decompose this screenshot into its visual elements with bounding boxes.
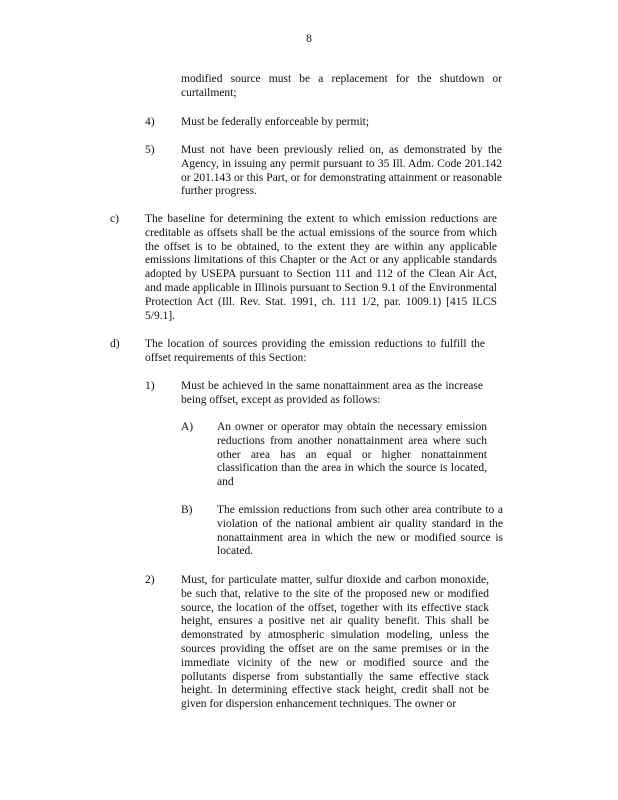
item-4-label: 4) [145, 116, 155, 128]
item-4-text: Must be federally enforceable by permit; [181, 116, 370, 128]
item-d1B-label: B) [181, 504, 193, 516]
page-number: 8 [306, 33, 312, 45]
item-d-label: d) [110, 338, 120, 350]
item-d1A-text: An owner or operator may obtain the necessary emission reductions from another nonattainment area where such other area has an equal or higher nonattainment classification than the area in which the source is located, and [217, 421, 487, 489]
item-5-label: 5) [145, 144, 155, 156]
continuation-text: modified source must be a replacement for the shutdown or curtailment; [181, 73, 502, 99]
item-d2-text: Must, for particulate matter, sulfur dioxide and carbon monoxide, be such that, relative to the site of the proposed new or modified source, the location of the offset, together with its effective stack height, ensures a positive net air quality benefit. This shall be demonstrated by atmospheric simulation modeling, unless the sources providing the offset are on the same premises or in the immediate vicinity of the new or modified source and the pollutants disperse from substantially the same effective stack height. In determining effective stack height, credit shall not be given for dispersion enhancement techniques. The owner or [181, 574, 489, 711]
item-d1A-label: A) [181, 421, 194, 433]
item-d1B-text: The emission reductions from such other area contribute to a violation of the national ambient air quality standard in the nonattainment area in which the new or modified source is located. [217, 504, 503, 558]
item-d1-label: 1) [145, 380, 155, 392]
item-5-text: Must not have been previously relied on, as demonstrated by the Agency, in issuing any permit pursuant to 35 Ill. Adm. Code 201.142 or 201.143 or this Part, or for demonstrating attainment or reasonable further progress. [181, 144, 502, 198]
item-d-text: The location of sources providing the emission reductions to fulfill the offset requirements of this Section: [145, 338, 485, 364]
item-c-text: The baseline for determining the extent to which emission reductions are creditable as offsets shall be the actual emissions of the source from which the offset is to be obtained, to the extent they are within any applicable emissions limitations of this Chapter or the Act or any applicable standards adopted by USEPA pursuant to Section 111 and 112 of the Clean Air Act, and made applicable in Illinois pursuant to Section 9.1 of the Environmental Protection Act (Ill. Rev. Stat. 1991, ch. 111 1/2, par. 1009.1) [415 ILCS 5/9.1]. [145, 213, 497, 322]
item-c-label: c) [110, 213, 119, 225]
item-d1-text: Must be achieved in the same nonattainment area as the increase being offset, except as provided as follows: [181, 380, 483, 406]
item-d2-label: 2) [145, 574, 155, 586]
